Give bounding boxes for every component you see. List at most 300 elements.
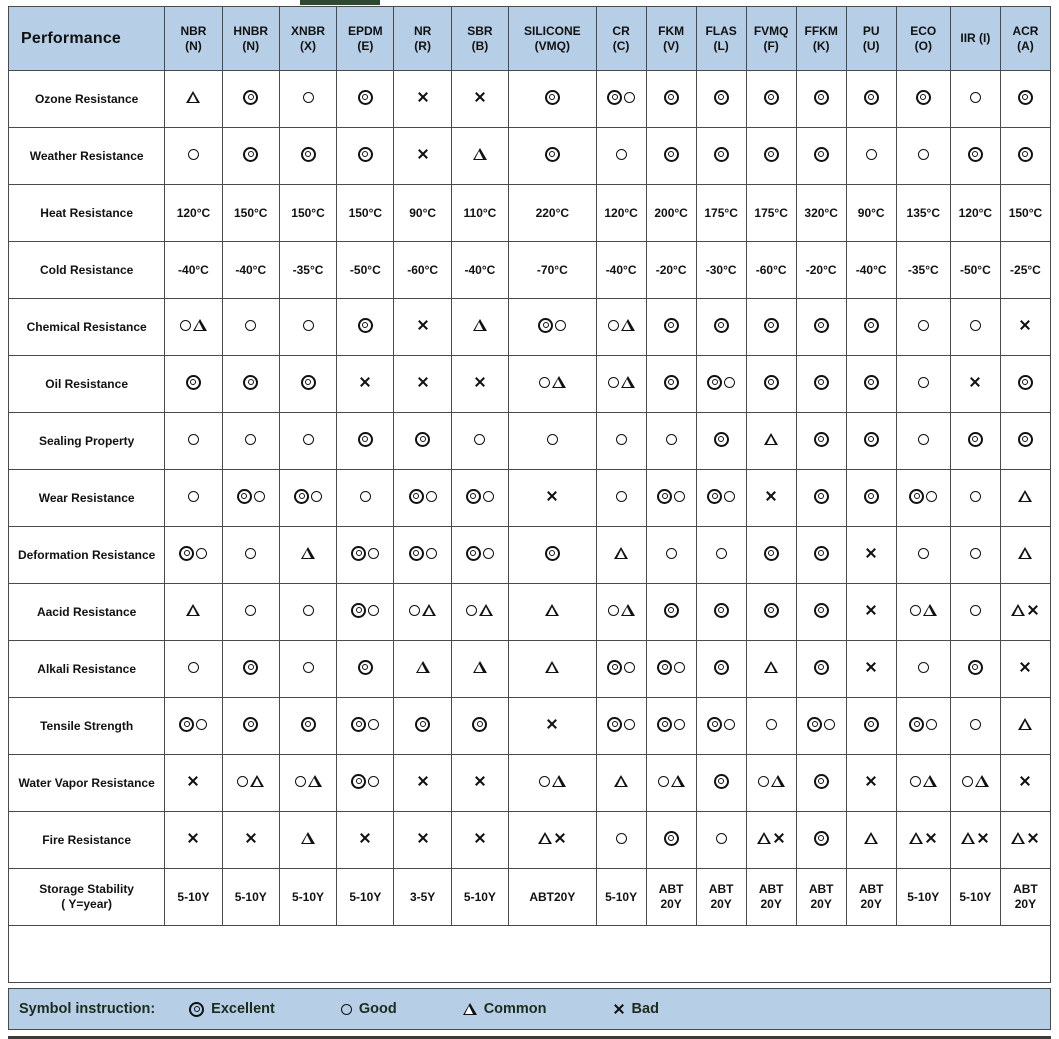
- good-icon: [926, 491, 937, 502]
- rating-symbols: [962, 775, 989, 787]
- rating-symbols: [616, 833, 627, 844]
- bad-icon: [865, 775, 877, 787]
- bad-icon: [187, 832, 199, 844]
- cell-9-15: [1000, 584, 1050, 641]
- rating-symbols: [358, 318, 373, 333]
- cell-11-3: [337, 698, 394, 755]
- cell-2-15: 150°C: [1000, 185, 1050, 242]
- cell-0-3: [337, 71, 394, 128]
- rating-symbols: [918, 149, 929, 160]
- rating-symbols: [245, 832, 257, 844]
- common-icon: [422, 604, 436, 616]
- good-icon: [196, 548, 207, 559]
- table-spacer-row: [9, 926, 1051, 983]
- excellent-icon: [538, 318, 553, 333]
- cell-10-2: [279, 641, 336, 698]
- excellent-icon: [864, 717, 879, 732]
- cell-3-11: -20°C: [796, 242, 846, 299]
- excellent-icon: [707, 489, 722, 504]
- good-icon: [716, 548, 727, 559]
- table-body: [9, 71, 1051, 983]
- cell-9-0: [165, 584, 222, 641]
- rating-symbols: [814, 546, 829, 561]
- cell-1-0: [165, 128, 222, 185]
- cell-8-13: [896, 527, 950, 584]
- rating-symbols: [864, 832, 878, 844]
- cell-13-2: [279, 812, 336, 869]
- cell-14-8: ABT 20Y: [646, 869, 696, 926]
- rating-symbols: [666, 434, 677, 445]
- column-code: SBR: [467, 23, 493, 38]
- cell-13-4: [394, 812, 451, 869]
- rating-symbols: [707, 717, 735, 732]
- rating-symbols: [970, 491, 981, 502]
- cell-4-15: [1000, 299, 1050, 356]
- rating-symbols: [546, 718, 558, 730]
- table-row: [9, 527, 1051, 584]
- cell-4-9: [696, 299, 746, 356]
- bad-icon: [969, 376, 981, 388]
- legend-title: Symbol instruction:: [19, 1001, 156, 1017]
- cell-0-10: [746, 71, 796, 128]
- cell-10-7: [596, 641, 646, 698]
- cell-5-11: [796, 356, 846, 413]
- rating-symbols: [1018, 718, 1032, 730]
- excellent-icon: [864, 375, 879, 390]
- excellent-icon: [409, 546, 424, 561]
- rating-symbols: [864, 489, 879, 504]
- rating-symbols: [918, 434, 929, 445]
- excellent-icon: [358, 432, 373, 447]
- rating-symbols: [187, 775, 199, 787]
- rating-symbols: [909, 717, 937, 732]
- cell-14-14: 5-10Y: [950, 869, 1000, 926]
- cell-0-1: [222, 71, 279, 128]
- cell-6-12: [846, 413, 896, 470]
- rating-symbols: [909, 489, 937, 504]
- cell-6-13: [896, 413, 950, 470]
- cell-14-13: 5-10Y: [896, 869, 950, 926]
- rating-symbols: [187, 832, 199, 844]
- excellent-icon: [814, 774, 829, 789]
- rating-symbols: [417, 775, 429, 787]
- cell-2-1: 150°C: [222, 185, 279, 242]
- cell-12-5: [451, 755, 508, 812]
- rating-symbols: [409, 489, 437, 504]
- column-abbrev: (X): [300, 38, 317, 53]
- excellent-icon: [664, 90, 679, 105]
- rating-symbols: [358, 660, 373, 675]
- bad-icon: [417, 832, 429, 844]
- column-code: FFKM: [804, 23, 838, 38]
- rating-symbols: [474, 376, 486, 388]
- row-header-tensile-strength: Tensile Strength: [9, 698, 165, 755]
- bad-icon: [187, 775, 199, 787]
- table-row: [9, 869, 1051, 926]
- cell-11-2: [279, 698, 336, 755]
- bad-icon: [546, 718, 558, 730]
- excellent-icon: [664, 375, 679, 390]
- excellent-icon: [358, 660, 373, 675]
- cell-0-14: [950, 71, 1000, 128]
- common-icon: [479, 604, 493, 616]
- cell-14-11: ABT 20Y: [796, 869, 846, 926]
- common-icon: [1018, 547, 1032, 559]
- cell-13-7: [596, 812, 646, 869]
- excellent-icon: [714, 660, 729, 675]
- common-icon: [864, 832, 878, 844]
- rating-symbols: [970, 320, 981, 331]
- good-icon: [918, 548, 929, 559]
- rating-symbols: [766, 719, 777, 730]
- rating-symbols: [968, 660, 983, 675]
- rating-symbols: [301, 147, 316, 162]
- rating-symbols: [417, 832, 429, 844]
- good-icon: [824, 719, 835, 730]
- excellent-icon: [864, 90, 879, 105]
- cell-13-8: [646, 812, 696, 869]
- good-icon: [188, 662, 199, 673]
- cell-14-7: 5-10Y: [596, 869, 646, 926]
- column-abbrev: (L): [713, 38, 729, 53]
- column-abbrev: (A): [1017, 38, 1034, 53]
- column-header-nr: [394, 7, 451, 71]
- rating-symbols: [664, 318, 679, 333]
- good-icon: [918, 377, 929, 388]
- table-row: [9, 356, 1051, 413]
- cell-9-14: [950, 584, 1000, 641]
- excellent-icon: [472, 717, 487, 732]
- cell-2-9: 175°C: [696, 185, 746, 242]
- rating-symbols: [664, 90, 679, 105]
- table-row: [9, 584, 1051, 641]
- table-row: [9, 128, 1051, 185]
- common-icon: [308, 775, 322, 787]
- excellent-icon: [189, 1002, 204, 1017]
- rating-symbols: [664, 831, 679, 846]
- rating-symbols: [358, 432, 373, 447]
- excellent-icon: [237, 489, 252, 504]
- rating-symbols: [1018, 90, 1033, 105]
- rating-symbols: [245, 434, 256, 445]
- cell-8-2: [279, 527, 336, 584]
- common-icon: [463, 1003, 477, 1015]
- cell-7-14: [950, 470, 1000, 527]
- cell-14-15: ABT 20Y: [1000, 869, 1050, 926]
- cell-6-8: [646, 413, 696, 470]
- cell-10-13: [896, 641, 950, 698]
- cell-7-15: [1000, 470, 1050, 527]
- good-icon: [758, 776, 769, 787]
- cell-12-4: [394, 755, 451, 812]
- common-icon: [961, 832, 975, 844]
- cell-14-1: 5-10Y: [222, 869, 279, 926]
- row-header-fire-resistance: Fire Resistance: [9, 812, 165, 869]
- cell-0-15: [1000, 71, 1050, 128]
- column-header-fvmq: [746, 7, 796, 71]
- rating-symbols: [864, 375, 879, 390]
- cell-4-5: [451, 299, 508, 356]
- cell-3-9: -30°C: [696, 242, 746, 299]
- cell-11-6: [509, 698, 597, 755]
- cell-7-2: [279, 470, 336, 527]
- rating-symbols: [474, 775, 486, 787]
- rating-symbols: [814, 147, 829, 162]
- excellent-icon: [1018, 147, 1033, 162]
- cell-8-15: [1000, 527, 1050, 584]
- rating-symbols: [186, 604, 200, 616]
- cell-7-10: [746, 470, 796, 527]
- cell-7-13: [896, 470, 950, 527]
- column-header-performance: Performance: [9, 7, 165, 71]
- good-icon: [674, 491, 685, 502]
- bad-icon: [765, 490, 777, 502]
- cell-12-1: [222, 755, 279, 812]
- rating-symbols: [614, 547, 628, 559]
- rating-symbols: [243, 90, 258, 105]
- bad-icon: [865, 604, 877, 616]
- cell-2-8: 200°C: [646, 185, 696, 242]
- rating-symbols: [545, 90, 560, 105]
- excellent-icon: [179, 717, 194, 732]
- rating-symbols: [716, 548, 727, 559]
- rubber-performance-table: [8, 6, 1051, 983]
- rating-symbols: [716, 833, 727, 844]
- cell-8-11: [796, 527, 846, 584]
- table-row: [9, 299, 1051, 356]
- column-header-iiri: [950, 7, 1000, 71]
- common-icon: [1018, 718, 1032, 730]
- rating-symbols: [417, 148, 429, 160]
- common-icon: [301, 832, 315, 844]
- cell-4-4: [394, 299, 451, 356]
- rating-symbols: [864, 90, 879, 105]
- cell-3-6: -70°C: [509, 242, 597, 299]
- rating-symbols: [764, 433, 778, 445]
- cell-4-6: [509, 299, 597, 356]
- cell-3-15: -25°C: [1000, 242, 1050, 299]
- good-icon: [970, 548, 981, 559]
- rating-symbols: [294, 489, 322, 504]
- good-icon: [426, 548, 437, 559]
- rating-symbols: [351, 603, 379, 618]
- good-icon: [368, 548, 379, 559]
- excellent-icon: [545, 147, 560, 162]
- excellent-icon: [179, 546, 194, 561]
- cell-14-10: ABT 20Y: [746, 869, 796, 926]
- excellent-icon: [968, 147, 983, 162]
- cell-1-7: [596, 128, 646, 185]
- cell-7-9: [696, 470, 746, 527]
- rating-symbols: [918, 377, 929, 388]
- rating-symbols: [539, 376, 566, 388]
- excellent-icon: [714, 90, 729, 105]
- cell-1-2: [279, 128, 336, 185]
- good-icon: [962, 776, 973, 787]
- rating-symbols: [814, 831, 829, 846]
- excellent-icon: [707, 717, 722, 732]
- cell-0-2: [279, 71, 336, 128]
- good-icon: [608, 320, 619, 331]
- cell-3-12: -40°C: [846, 242, 896, 299]
- rating-symbols: [814, 318, 829, 333]
- cell-5-12: [846, 356, 896, 413]
- rating-symbols: [474, 91, 486, 103]
- cell-4-2: [279, 299, 336, 356]
- excellent-icon: [243, 375, 258, 390]
- rating-symbols: [303, 662, 314, 673]
- rating-symbols: [416, 661, 430, 673]
- cell-12-2: [279, 755, 336, 812]
- legend-bar: [8, 988, 1051, 1030]
- cell-6-9: [696, 413, 746, 470]
- column-header-pu: [846, 7, 896, 71]
- rating-symbols: [616, 149, 627, 160]
- excellent-icon: [714, 147, 729, 162]
- rating-symbols: [608, 604, 635, 616]
- rating-symbols: [664, 147, 679, 162]
- good-icon: [188, 434, 199, 445]
- column-header-flas: [696, 7, 746, 71]
- excellent-icon: [657, 660, 672, 675]
- rating-symbols: [351, 774, 379, 789]
- column-code: PU: [862, 23, 880, 38]
- column-header-acr: [1000, 7, 1050, 71]
- cell-12-6: [509, 755, 597, 812]
- rating-symbols: [303, 320, 314, 331]
- cell-8-7: [596, 527, 646, 584]
- rating-symbols: [764, 661, 778, 673]
- rating-symbols: [764, 147, 779, 162]
- good-icon: [483, 491, 494, 502]
- rating-symbols: [865, 604, 877, 616]
- rating-symbols: [757, 832, 785, 844]
- excellent-icon: [968, 432, 983, 447]
- bad-icon: [417, 376, 429, 388]
- bad-icon: [925, 832, 937, 844]
- rating-symbols: [614, 775, 628, 787]
- rating-symbols: [918, 320, 929, 331]
- column-code: FVMQ: [753, 23, 789, 38]
- good-icon: [368, 776, 379, 787]
- rating-symbols: [303, 434, 314, 445]
- cell-13-15: [1000, 812, 1050, 869]
- rating-symbols: [415, 717, 430, 732]
- rating-symbols: [188, 149, 199, 160]
- rating-symbols: [237, 489, 265, 504]
- cell-9-10: [746, 584, 796, 641]
- common-icon: [764, 433, 778, 445]
- rating-symbols: [707, 489, 735, 504]
- common-icon: [614, 547, 628, 559]
- common-icon: [186, 604, 200, 616]
- excellent-icon: [657, 717, 672, 732]
- common-icon: [552, 775, 566, 787]
- rating-symbols: [303, 605, 314, 616]
- cell-1-3: [337, 128, 394, 185]
- cell-3-5: -40°C: [451, 242, 508, 299]
- cell-11-11: [796, 698, 846, 755]
- cell-0-8: [646, 71, 696, 128]
- cell-0-0: [165, 71, 222, 128]
- rating-symbols: [657, 489, 685, 504]
- rating-symbols: [473, 661, 487, 673]
- column-abbrev: (U): [862, 38, 880, 53]
- excellent-icon: [351, 546, 366, 561]
- column-code: IIR (I): [960, 31, 991, 45]
- excellent-icon: [764, 147, 779, 162]
- cell-10-10: [746, 641, 796, 698]
- row-header-cold-resistance: Cold Resistance: [9, 242, 165, 299]
- bad-icon: [977, 832, 989, 844]
- cell-14-9: ABT 20Y: [696, 869, 746, 926]
- cell-13-5: [451, 812, 508, 869]
- cell-4-10: [746, 299, 796, 356]
- bad-icon: [1019, 775, 1031, 787]
- excellent-icon: [714, 318, 729, 333]
- good-icon: [360, 491, 371, 502]
- common-icon: [1018, 490, 1032, 502]
- excellent-icon: [243, 147, 258, 162]
- row-header-sealing-property: Sealing Property: [9, 413, 165, 470]
- good-icon: [188, 491, 199, 502]
- cell-14-4: 3-5Y: [394, 869, 451, 926]
- cell-4-7: [596, 299, 646, 356]
- good-icon: [245, 320, 256, 331]
- excellent-icon: [607, 660, 622, 675]
- good-icon: [970, 320, 981, 331]
- rating-symbols: [245, 548, 256, 559]
- rating-symbols: [864, 318, 879, 333]
- cell-11-13: [896, 698, 950, 755]
- good-icon: [918, 662, 929, 673]
- excellent-icon: [409, 489, 424, 504]
- cell-12-7: [596, 755, 646, 812]
- cell-2-12: 90°C: [846, 185, 896, 242]
- column-abbrev: (C): [612, 38, 630, 53]
- cell-2-11: 320°C: [796, 185, 846, 242]
- cell-14-5: 5-10Y: [451, 869, 508, 926]
- rating-symbols: [970, 719, 981, 730]
- cell-1-13: [896, 128, 950, 185]
- rating-symbols: [970, 605, 981, 616]
- cell-2-3: 150°C: [337, 185, 394, 242]
- column-code: CR: [612, 23, 630, 38]
- excellent-icon: [814, 489, 829, 504]
- cell-7-1: [222, 470, 279, 527]
- spacer-cell: [9, 926, 1051, 983]
- cell-13-14: [950, 812, 1000, 869]
- cell-12-15: [1000, 755, 1050, 812]
- common-icon: [923, 775, 937, 787]
- rating-symbols: [918, 662, 929, 673]
- good-icon: [658, 776, 669, 787]
- excellent-icon: [909, 489, 924, 504]
- good-icon: [466, 605, 477, 616]
- good-icon: [555, 320, 566, 331]
- cell-9-9: [696, 584, 746, 641]
- good-icon: [547, 434, 558, 445]
- good-icon: [724, 719, 735, 730]
- rating-symbols: [764, 318, 779, 333]
- good-icon: [608, 605, 619, 616]
- excellent-icon: [545, 546, 560, 561]
- cell-13-6: [509, 812, 597, 869]
- cell-9-11: [796, 584, 846, 641]
- rating-symbols: [814, 90, 829, 105]
- row-header-water-vapor-resistance: Water Vapor Resistance: [9, 755, 165, 812]
- bad-icon: [773, 832, 785, 844]
